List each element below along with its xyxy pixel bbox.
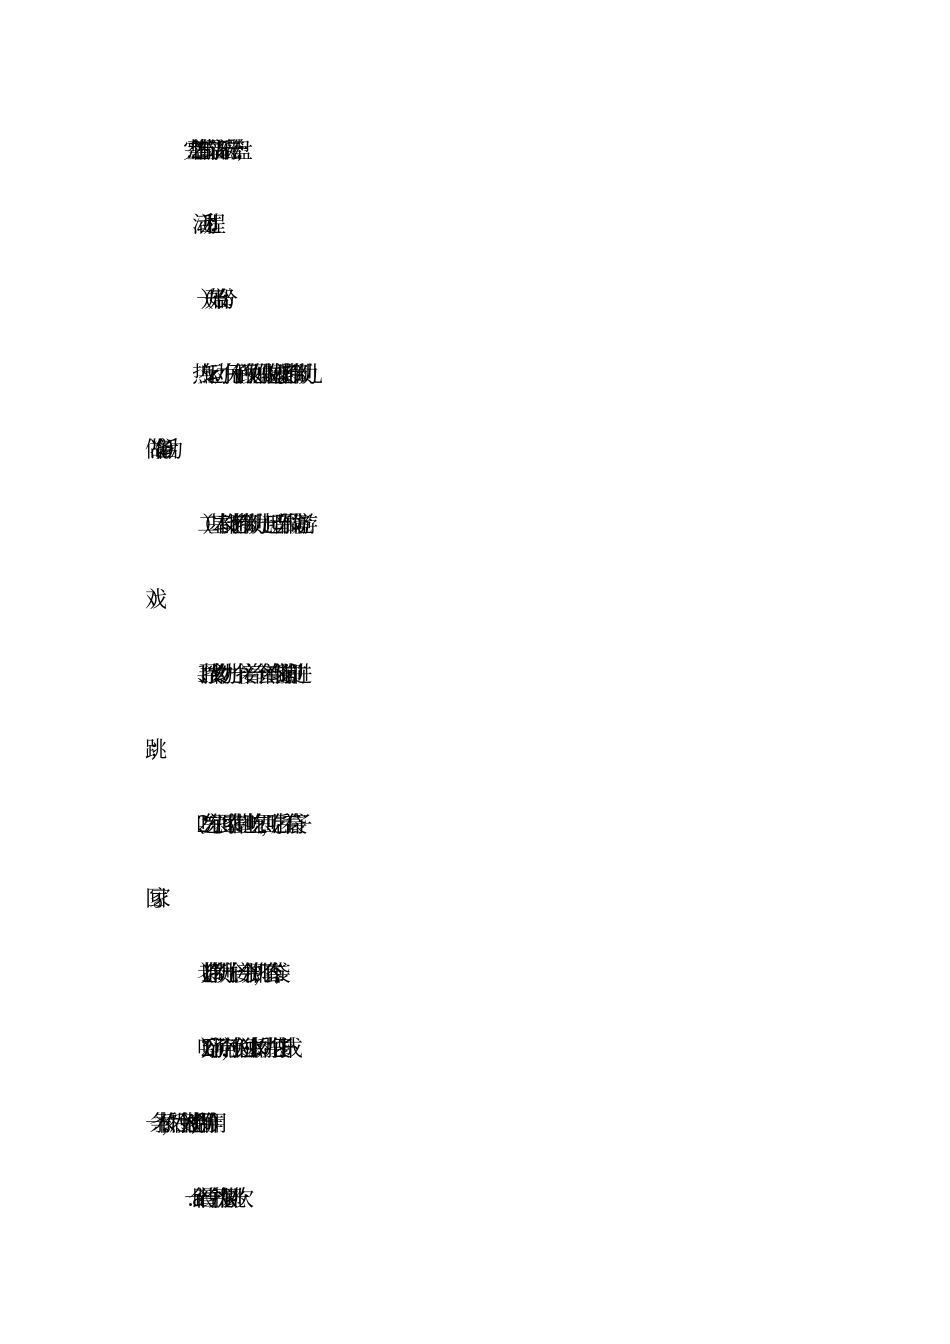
text-line-5: 做准备活动） [145, 438, 170, 463]
text-line-3: （一）开始部分： [192, 288, 225, 313]
text-line-9: 跳； [145, 738, 154, 763]
text-line-14: 一条木桥，然后小兔过桥；（老师引导作用） [145, 1112, 215, 1137]
text-line-2: 活动过程： [192, 213, 213, 238]
text-line-7: 戏） [145, 588, 154, 613]
text-line-11: 回家。 [145, 887, 158, 912]
text-line-15: a． 一个跟着一个并拢双脚跳一次 [192, 1187, 237, 1212]
text-line-8: １、“寻找食物”：幼儿一个接着一个套着布袋蹦脚前进 [192, 663, 296, 688]
text-line-13: （２） 听到了河流声，小兔们过独木桥：幼儿把袋子扑成 [192, 1037, 286, 1062]
text-line-6: （二）基本部分：（老师带领幼儿一起听音乐做情境游 [192, 513, 302, 538]
text-line-10: ２、“吃完东西回家”：在草地上吃东西，吃后扛着袋子 [192, 813, 296, 838]
text-line-1: 2． 完整情节的录音音乐磁带一盘； [190, 139, 239, 164]
text-line-4: 热身运动：小兔子们跟兔妈妈做起床操。（老师带领幼儿 [192, 363, 307, 388]
text-line-12: （１） 老师带领幼儿一个接一个并脚跳，不套布袋； [192, 962, 278, 987]
